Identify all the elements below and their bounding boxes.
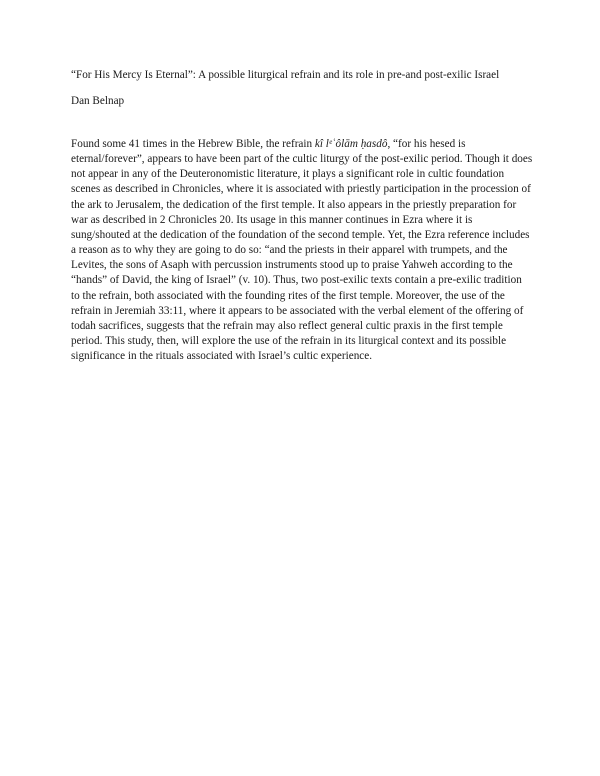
abstract-paragraph [71, 137, 533, 364]
document-title: “For His Mercy Is Eternal”: A possible liturgical refrain and its role in pre-and post-exilic Israel [71, 69, 500, 81]
abstract-text-rest: , “for his hesed is eternal/forever”, appears to have been part of the cultic liturgy of the post-exilic period. Though it does not appear in any of the Deuteronomistic literature, it plays a significant role in cultic foundation scenes as described in Chronicles, where it is associated with priestly participation in the procession of the ark to Jerusalem, the dedication of the first temple. It also appears in the priestly preparation for war as described in 2 Chronicles 20. Its usage in this manner continues in Ezra where it is sung/shouted at the dedication of the foundation of the second temple. Yet, the Ezra reference includes a reason as to why they are going to do so: “and the priests in their apparel with trumpets, and the Levites, the sons of Asaph with percussion instruments stood up to praise Yahweh according to the “hands” of David, the king of Israel” (v. 10). Thus, two post-exilic texts contain a pre-exilic tradition to the refrain, both associated with the founding rites of the first temple. Moreover, the use of the refrain in Jeremiah 33:11, where it appears to be associated with the verbal element of the offering of todah sacrifices, suggests that the refrain may also reflect general cultic praxis in the first temple period. This study, then, will explore the use of the refrain in its liturgical context and its possible significance in the rituals associated with Israel’s cultic experience. [71, 138, 533, 363]
refrain-transliteration: kî lᵉʿôlām ḥasdô [314, 138, 388, 150]
abstract-text-start: Found some 41 times in the Hebrew Bible, the refrain [71, 138, 315, 150]
author-name: Dan Belnap [71, 95, 125, 107]
